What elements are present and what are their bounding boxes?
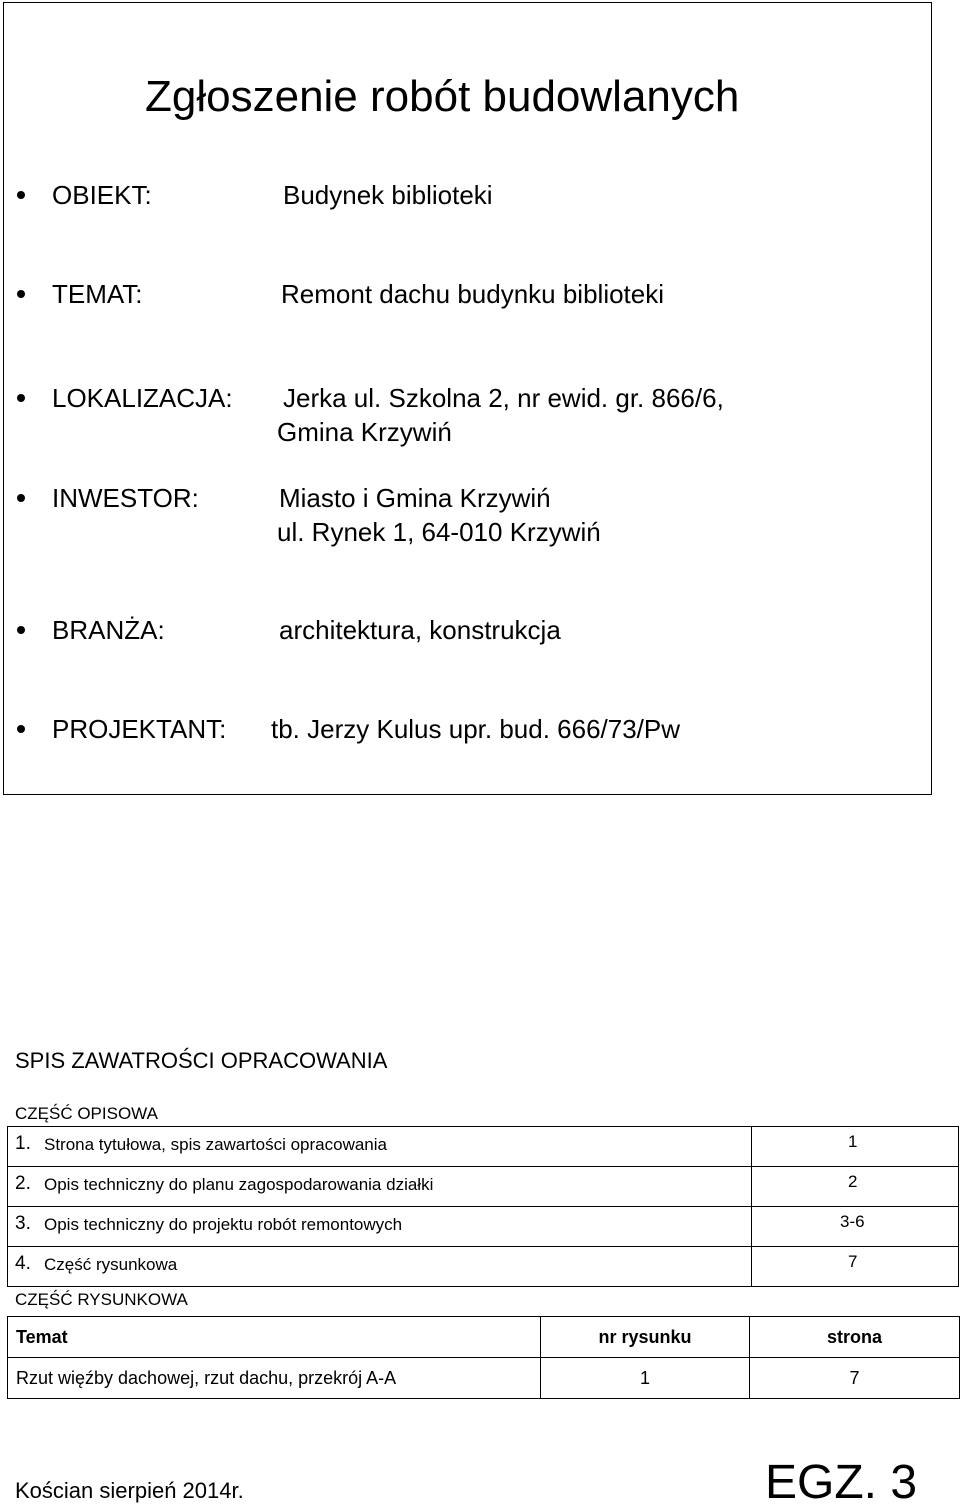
table-header-strona: strona	[750, 1317, 960, 1358]
toc-item-text: Część rysunkowa	[44, 1255, 178, 1274]
toc-divider	[7, 1286, 959, 1287]
field-value-lokalizacja: Jerka ul. Szkolna 2, nr ewid. gr. 866/6,	[283, 383, 724, 413]
drawings-table	[7, 1316, 960, 1399]
toc-item-text: Strona tytułowa, spis zawartości opracowania	[44, 1135, 387, 1154]
table-cell-temat: Rzut więźby dachowej, rzut dachu, przekrój A-A	[8, 1358, 541, 1399]
field-value-inwestor: Miasto i Gmina Krzywiń	[279, 483, 551, 513]
toc-item-page: 1	[848, 1132, 858, 1151]
toc-border-right	[958, 1126, 959, 1286]
toc-divider	[7, 1246, 959, 1247]
table-cell-strona: 7	[750, 1358, 960, 1399]
field-label-temat: TEMAT:	[52, 279, 143, 309]
toc-divider	[7, 1166, 959, 1167]
bullet-icon	[17, 725, 25, 733]
footer-place-date: Kościan sierpień 2014r.	[15, 1478, 244, 1503]
toc-item-page: 2	[848, 1172, 858, 1191]
field-value-lokalizacja-line2: Gmina Krzywiń	[277, 417, 452, 447]
toc-item-page: 7	[848, 1252, 858, 1271]
copy-number: EGZ. 3	[765, 1456, 918, 1509]
field-label-inwestor: INWESTOR:	[52, 483, 199, 513]
table-header-nr-rysunku: nr rysunku	[541, 1317, 750, 1358]
field-label-branza: BRANŻA:	[52, 615, 165, 645]
bullet-icon	[17, 394, 25, 402]
page-title: Zgłoszenie robót budowlanych	[145, 72, 740, 121]
table-header-temat: Temat	[8, 1317, 541, 1358]
bullet-icon	[17, 494, 25, 502]
toc-item-text: Opis techniczny do projektu robót remontowych	[44, 1215, 403, 1234]
table-header-row	[8, 1317, 960, 1358]
bullet-icon	[17, 191, 25, 199]
field-value-obiekt: Budynek biblioteki	[283, 180, 493, 210]
toc-item-number: 2.	[15, 1173, 31, 1194]
table-row	[8, 1358, 960, 1399]
toc-item-number: 4.	[15, 1253, 31, 1274]
toc-item-page: 3-6	[840, 1212, 865, 1231]
toc-heading: SPIS ZAWATROŚCI OPRACOWANIA	[15, 1048, 388, 1073]
field-value-inwestor-line2: ul. Rynek 1, 64-010 Krzywiń	[277, 517, 601, 547]
toc-divider	[7, 1126, 959, 1127]
field-label-lokalizacja: LOKALIZACJA:	[52, 383, 233, 413]
bullet-icon	[17, 290, 25, 298]
toc-divider	[7, 1206, 959, 1207]
toc-border-middle	[751, 1126, 752, 1286]
field-value-temat: Remont dachu budynku biblioteki	[281, 279, 665, 309]
toc-section-descriptive: CZĘŚĆ OPISOWA	[15, 1104, 158, 1123]
field-value-projektant: tb. Jerzy Kulus upr. bud. 666/73/Pw	[271, 714, 681, 744]
bullet-icon	[17, 626, 25, 634]
field-label-obiekt: OBIEKT:	[52, 180, 152, 210]
toc-item-number: 3.	[15, 1213, 31, 1234]
field-label-projektant: PROJEKTANT:	[52, 714, 227, 744]
toc-section-drawings: CZĘŚĆ RYSUNKOWA	[15, 1290, 188, 1309]
table-cell-nr-rysunku: 1	[541, 1358, 750, 1399]
field-value-branza: architektura, konstrukcja	[279, 615, 561, 645]
toc-border-left	[7, 1126, 8, 1286]
toc-item-text: Opis techniczny do planu zagospodarowania działki	[44, 1175, 434, 1194]
toc-item-number: 1.	[15, 1133, 31, 1154]
